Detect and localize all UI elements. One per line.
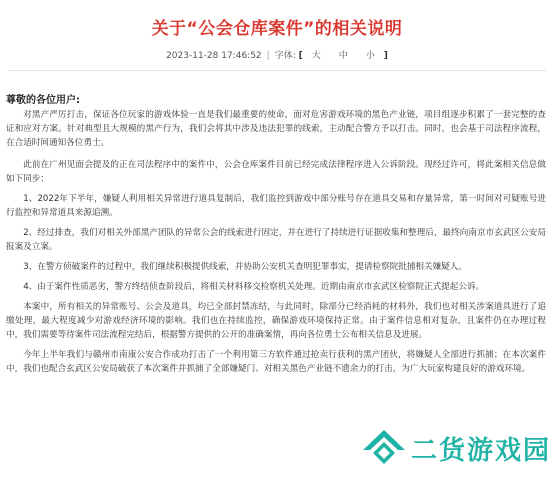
font-size-small-button[interactable]: 小 (365, 51, 375, 61)
paragraph: 今年上半年我们与赣州市南康公安合作成功打击了一个利用第三方软件通过抢卖行获利的黑产团伙，将嫌疑人全部进行抓捕；在本次案件中，我们也配合玄武区公安局破获了本次案件并抓捕了全部嫌疑门、对相关黑色产业链不遗余力的打击，为广大玩家构建良好的游戏环境。 (6, 350, 546, 374)
publish-date: 2023-11-28 17:46:52 (166, 51, 262, 61)
article-body (6, 108, 546, 382)
header-divider (8, 70, 546, 71)
font-size-label: 字体: (274, 51, 296, 61)
paragraph: 2、经过排查，我们对相关外部黑产团队的异常公会的线索进行固定，并在进行了持续进行证据收集和整理后，最终向南京市玄武区公安局报案及立案。 (6, 228, 546, 252)
paragraph: 本案中，所有相关的异常账号、公会及道具，均已全部封禁冻结，与此同时，除部分已经消耗的材料外，我们也对相关涉案道具进行了追缴处理，最大程度减少对游戏经济环境的影响。我们也在持续监控，确保游戏环境保持正常。由于案件信息相对复杂，且案件仍在办理过程中，我们需要等待案件司法流程完结后，根据警方提供的公开的准确案情，再向各位勇士公布相关信息及进展。 (6, 302, 546, 340)
font-size-large-button[interactable]: 大 (311, 51, 321, 61)
paragraph: 4、由于案件性质恶劣，警方终结侦查阶段后，将相关材料移交检察机关处理。近期由南京市玄武区检察院正式提起公诉。 (23, 282, 485, 292)
paragraph: 1、2022年下半年，嫌疑人利用相关异常进行道具复制后，我们监控到游戏中部分账号存在道具交易和存量异常，第一时间对可疑账号进行监控和异常道具来源追溯。 (6, 194, 546, 218)
site-watermark (361, 425, 551, 471)
watermark-text: 二货游戏园 (411, 435, 552, 466)
article-meta (0, 48, 554, 61)
site-logo-icon (361, 428, 407, 468)
page-title: 关于“公会仓库案件”的相关说明 (151, 19, 403, 39)
font-size-medium-button[interactable]: 中 (338, 51, 348, 61)
greeting: 尊敬的各位用户: (6, 95, 80, 106)
bracket-right: ] (383, 51, 388, 61)
paragraph: 此前在广州见面会提及的正在司法程序中的案件中，公会仓库案件目前已经完成法律程序进入公诉阶段。现经过许可，将此案相关信息做如下同步： (6, 160, 546, 184)
paragraph: 对黑产严厉打击，保证各位玩家的游戏体验一直是我们最重要的使命，面对危害游戏环境的黑色产业链，项目组逐步积累了一套完整的查证和应对方案。针对典型且大规模的黑产行为，我们会将其中涉及违法犯罪的线索，主动配合警方予以打击。同时，也会基于司法程序流程，在合适时间通知各位勇士。 (6, 110, 546, 148)
bracket-left: [ (298, 51, 303, 61)
paragraph: 3、在警方侦破案件的过程中，我们继续积极提供线索，并协助公安机关查明犯罪事实，提请检察院批捕相关嫌疑人。 (23, 262, 467, 272)
meta-separator: | (266, 51, 270, 61)
